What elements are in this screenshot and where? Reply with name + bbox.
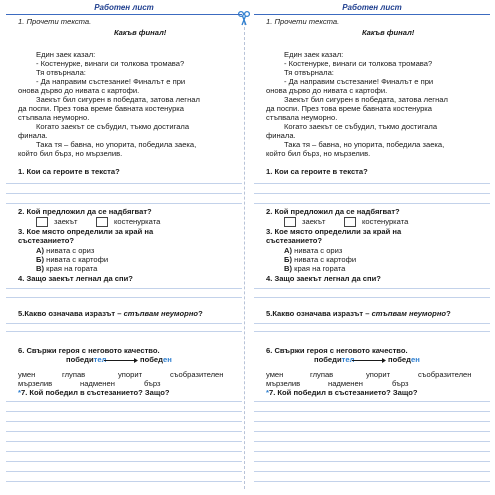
story-line: финала. (266, 131, 296, 140)
checkbox-option[interactable] (36, 217, 48, 227)
option-label: заекът (54, 217, 78, 226)
quality-word: мързелив (266, 379, 301, 388)
story-line: Заекът бил сигурен в победата, затова легнал (36, 95, 200, 104)
option-label: костенурката (114, 217, 161, 226)
answer-line (6, 421, 242, 422)
link-arrow-icon (352, 358, 386, 363)
answer-line (6, 331, 242, 332)
story-line: стъпвала неуморно. (18, 113, 90, 122)
answer-line (6, 193, 242, 194)
story-line: Един заек казал: (36, 50, 96, 59)
question-4: 4. Защо заекът легнал да спи? (266, 274, 381, 283)
answer-line (254, 183, 490, 184)
question-1: 1. Кои са героите в текста? (266, 167, 368, 176)
quality-word: съобразителен (418, 370, 472, 379)
word-defeated: победен (140, 355, 172, 364)
quality-word: упорит (118, 370, 143, 379)
question-3-cont: състезанието? (18, 236, 74, 245)
story-line: Тя отвърнала: (36, 68, 86, 77)
question-2: 2. Кой предложил да се надбягват? (18, 207, 152, 216)
answer-line (254, 401, 490, 402)
story-line: онова дърво до нивата с картофи. (266, 86, 388, 95)
q3-option-c: В) края на гората (284, 264, 346, 273)
checkbox-option[interactable] (284, 217, 296, 227)
q3-option-a: А) нивата с ориз (36, 246, 95, 255)
question-2: 2. Кой предложил да се надбягват? (266, 207, 400, 216)
quality-word: глупав (310, 370, 334, 379)
word-defeated: победен (388, 355, 420, 364)
answer-line (6, 431, 242, 432)
quality-word: съобразителен (170, 370, 224, 379)
quality-word: мързелив (18, 379, 53, 388)
question-1: 1. Кои са героите в текста? (18, 167, 120, 176)
quality-word: бърз (144, 379, 161, 388)
answer-line (254, 471, 490, 472)
question-3: 3. Кое място определили за край на (18, 227, 154, 236)
checkbox-option[interactable] (96, 217, 108, 227)
answer-line (254, 411, 490, 412)
quality-word: упорит (366, 370, 391, 379)
answer-line (6, 411, 242, 412)
answer-line (6, 183, 242, 184)
story-line: Така тя – бавна, но упорита, победила заека, (36, 140, 197, 149)
story-title: Какъв финал! (114, 28, 167, 37)
answer-line (254, 297, 490, 298)
story-line: Така тя – бавна, но упорита, победила заека, (284, 140, 445, 149)
answer-line (6, 471, 242, 472)
q3-option-c: В) края на гората (36, 264, 98, 273)
answer-line (254, 331, 490, 332)
answer-line (254, 323, 490, 324)
story-line: онова дърво до нивата с картофи. (18, 86, 140, 95)
answer-line (254, 193, 490, 194)
answer-line (6, 441, 242, 442)
quality-word: надменен (80, 379, 115, 388)
task1-instruction: 1. Прочети текста. (266, 17, 340, 26)
answer-line (6, 401, 242, 402)
story-line: Един заек казал: (284, 50, 344, 59)
worksheet-header: Работен лист (94, 3, 154, 12)
answer-line (254, 288, 490, 289)
answer-line (6, 481, 242, 482)
story-line: стъпвала неуморно. (266, 113, 338, 122)
question-3-cont: състезанието? (266, 236, 322, 245)
story-line: който бил бърз, но мързелив. (266, 149, 371, 158)
story-line: да поспи. През това време бавната костенурка (266, 104, 433, 113)
question-4: 4. Защо заекът легнал да спи? (18, 274, 133, 283)
question-7: *7. Кой победил в състезанието? Защо? (18, 388, 170, 397)
question-5: 5.Какво означава изразът – стъпвам неуморно? (266, 309, 451, 318)
worksheet-right (254, 0, 490, 495)
answer-line (254, 461, 490, 462)
story-line: - Костенурке, винаги си толкова тромава? (284, 59, 433, 68)
checkbox-option[interactable] (344, 217, 356, 227)
story-line: - Да направим състезание! Финалът е при (36, 77, 186, 86)
worksheet-left (6, 0, 242, 495)
story-line: Тя отвърнала: (284, 68, 334, 77)
header-divider (6, 14, 242, 15)
quality-word: умен (18, 370, 36, 379)
answer-line (254, 451, 490, 452)
story-line: който бил бърз, но мързелив. (18, 149, 123, 158)
story-line: Заекът бил сигурен в победата, затова легнал (284, 95, 448, 104)
link-arrow-icon (104, 358, 138, 363)
quality-word: надменен (328, 379, 363, 388)
q3-option-b: Б) нивата с картофи (284, 255, 357, 264)
answer-line (6, 297, 242, 298)
story-line: - Да направим състезание! Финалът е при (284, 77, 434, 86)
question-6: 6. Свържи героя с неговото качество. (266, 346, 408, 355)
question-5: 5.Какво означава изразът – стъпвам неуморно? (18, 309, 203, 318)
answer-line (254, 431, 490, 432)
cut-line (244, 22, 245, 489)
story-line: Когато заекът се събудил, тъкмо достигала (284, 122, 438, 131)
option-label: костенурката (362, 217, 409, 226)
story-title: Какъв финал! (362, 28, 415, 37)
answer-line (6, 288, 242, 289)
answer-line (6, 461, 242, 462)
answer-line (6, 323, 242, 324)
answer-line (254, 421, 490, 422)
task1-instruction: 1. Прочети текста. (18, 17, 92, 26)
quality-word: бърз (392, 379, 409, 388)
story-line: финала. (18, 131, 48, 140)
story-line: Когато заекът се събудил, тъкмо достигала (36, 122, 190, 131)
question-7: *7. Кой победил в състезанието? Защо? (266, 388, 418, 397)
q3-option-a: А) нивата с ориз (284, 246, 343, 255)
answer-line (6, 203, 242, 204)
quality-word: умен (266, 370, 284, 379)
story-line: - Костенурке, винаги си толкова тромава? (36, 59, 185, 68)
story-line: да поспи. През това време бавната костенурка (18, 104, 185, 113)
answer-line (254, 441, 490, 442)
option-label: заекът (302, 217, 326, 226)
quality-word: глупав (62, 370, 86, 379)
q3-option-b: Б) нивата с картофи (36, 255, 109, 264)
answer-line (254, 481, 490, 482)
question-3: 3. Кое място определили за край на (266, 227, 402, 236)
question-6: 6. Свържи героя с неговото качество. (18, 346, 160, 355)
word-winner: победител (66, 355, 107, 364)
worksheet-header: Работен лист (342, 3, 402, 12)
header-divider (254, 14, 490, 15)
answer-line (254, 203, 490, 204)
word-winner: победител (314, 355, 355, 364)
answer-line (6, 451, 242, 452)
